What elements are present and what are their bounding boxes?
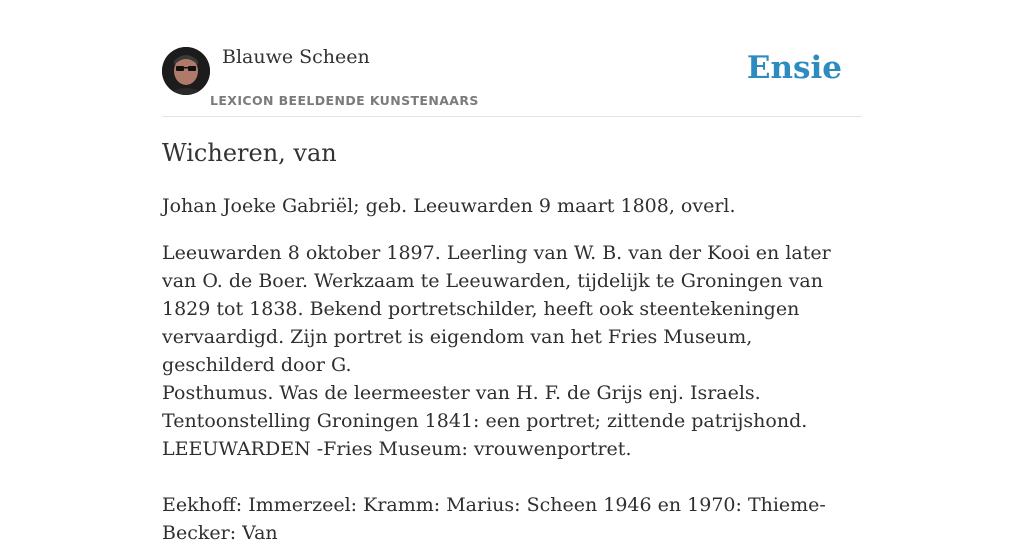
author-name[interactable]: Blauwe Scheen bbox=[222, 46, 370, 68]
brand-logo[interactable]: Ensie bbox=[746, 50, 842, 86]
page-container bbox=[162, 0, 862, 544]
article-paragraph: Eekhoff: Immerzeel: Kramm: Marius: Scheen 1946 en 1970: Thieme-Becker: Van bbox=[162, 494, 826, 544]
avatar-photo bbox=[162, 47, 210, 95]
author-avatar[interactable] bbox=[162, 47, 210, 95]
article-paragraph: Posthumus. Was de leermeester van H. F. de Grijs enj. Israels. Tentoonstelling Groningen 1841: een portret; zittende patrijshond. LEEUWARDEN -Fries Museum: vrouwenportret. bbox=[162, 382, 808, 460]
article-paragraph: Johan Joeke Gabriël; geb. Leeuwarden 9 maart 1808, overl. bbox=[162, 195, 736, 217]
article-paragraph: Leeuwarden 8 oktober 1897. Leerling van W. B. van der Kooi en later van O. de Boer. Werkzaam te Leeuwarden, tijdelijk te Groningen van 1829 tot 1838. Bekend portretschilder, heeft ook steentekeningen vervaardigd. Zijn portret is eigendom van het Fries Museum, geschilderd door G. bbox=[162, 242, 831, 376]
header bbox=[162, 0, 862, 117]
article-title: Wicheren, van bbox=[162, 139, 337, 167]
lexicon-subtitle[interactable]: LEXICON BEELDENDE KUNSTENAARS bbox=[210, 93, 479, 108]
